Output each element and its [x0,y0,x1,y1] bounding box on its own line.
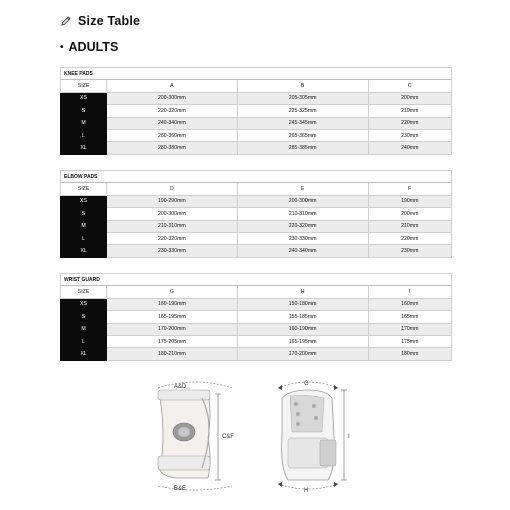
table-row [61,195,452,207]
size-cell: M [61,220,107,232]
table-row [61,232,452,244]
table-cell: 230-330mm [107,245,238,257]
table-cell: 190-290mm [107,195,238,207]
table-cell: 190mm [368,195,452,207]
section-title [60,40,118,54]
table-cell: 165-195mm [237,335,368,347]
table-caption: KNEE PADS [61,68,452,80]
table-cell: 225-325mm [237,105,368,117]
table-cell: 285-385mm [237,142,368,154]
table-caption: ELBOW PADS [61,171,452,183]
column-header: G [107,286,238,298]
wrist-diagram [268,376,363,496]
table-cell: 170-200mm [237,348,368,360]
table-cell: 210mm [368,105,452,117]
table-cell: 160-190mm [237,323,368,335]
table-cell: 230-330mm [237,232,368,244]
elbow-pads-table [60,170,452,258]
size-cell: XS [61,298,107,310]
wrist-illustration [268,376,363,496]
table-row [61,245,452,257]
table-cell: 220mm [368,232,452,244]
table-cell: 165mm [368,311,452,323]
table-cell: 165-195mm [107,311,238,323]
column-header: C [368,80,452,92]
table-cell: 210mm [368,220,452,232]
table-cell: 200-300mm [107,92,238,104]
size-cell: XS [61,92,107,104]
bullet-icon: • [60,41,64,53]
pad-side-label: C&F [222,434,234,440]
table-cell: 240-340mm [237,245,368,257]
pad-illustration [150,376,255,496]
table-cell: 200-300mm [107,208,238,220]
table-cell: 210-310mm [107,220,238,232]
table-cell: 200-300mm [237,195,368,207]
table-cell: 260-360mm [107,129,238,141]
table-cell: 220-320mm [237,220,368,232]
table-row [61,92,452,104]
page-title: Size Table [78,14,141,28]
table-cell: 180-210mm [107,348,238,360]
column-header: SIZE [61,183,107,195]
pad-bottom-label: B&E [174,486,187,492]
table-cell: 245-345mm [237,117,368,129]
size-cell: S [61,311,107,323]
column-header: B [237,80,368,92]
knee-pads-table [60,67,452,155]
table-cell: 175mm [368,335,452,347]
table-cell: 210-310mm [237,208,368,220]
table-cell: 240-340mm [107,117,238,129]
wrist-side-label: I [348,434,350,440]
pad-top-label: A&D [174,384,187,390]
table-cell: 200mm [368,92,452,104]
table-row [61,348,452,360]
table-cell: 280-380mm [107,142,238,154]
table-row [61,220,452,232]
table-cell: 220mm [368,117,452,129]
size-cell: M [61,323,107,335]
size-cell: L [61,335,107,347]
table-cell: 170-200mm [107,323,238,335]
table-cell: 180mm [368,348,452,360]
column-header: D [107,183,238,195]
table-cell: 220-320mm [107,232,238,244]
table-row [61,335,452,347]
table-caption: WRIST GUARD [61,274,452,286]
column-header: F [368,183,452,195]
table-row [61,298,452,310]
table-cell: 230mm [368,129,452,141]
section-title-text: ADULTS [68,40,119,54]
column-header: I [368,286,452,298]
table-cell: 175-205mm [107,335,238,347]
size-cell: L [61,232,107,244]
pencil-icon [60,15,72,27]
size-cell: S [61,105,107,117]
table-cell: 150-180mm [237,298,368,310]
table-row [61,311,452,323]
table-cell: 230mm [368,245,452,257]
size-cell: XL [61,142,107,154]
table-row [61,105,452,117]
table-cell: 155-185mm [237,311,368,323]
column-header: E [237,183,368,195]
table-row [61,117,452,129]
column-header: SIZE [61,80,107,92]
table-row [61,129,452,141]
column-header: A [107,80,238,92]
table-cell: 205-305mm [237,92,368,104]
size-cell: XL [61,245,107,257]
column-header: SIZE [61,286,107,298]
table-row [61,323,452,335]
size-cell: M [61,117,107,129]
table-cell: 160-190mm [107,298,238,310]
size-cell: XL [61,348,107,360]
table-row [61,208,452,220]
table-cell: 200mm [368,208,452,220]
wrist-guard-table [60,273,452,361]
table-cell: 160mm [368,298,452,310]
size-cell: XS [61,195,107,207]
pad-diagram [150,376,255,496]
column-header: H [237,286,368,298]
table-cell: 170mm [368,323,452,335]
size-table-header [60,14,140,28]
wrist-bottom-label: H [304,488,309,494]
size-cell: S [61,208,107,220]
table-cell: 220-320mm [107,105,238,117]
wrist-top-label: G [304,381,309,387]
size-cell: L [61,129,107,141]
table-cell: 240mm [368,142,452,154]
table-cell: 265-365mm [237,129,368,141]
table-row [61,142,452,154]
